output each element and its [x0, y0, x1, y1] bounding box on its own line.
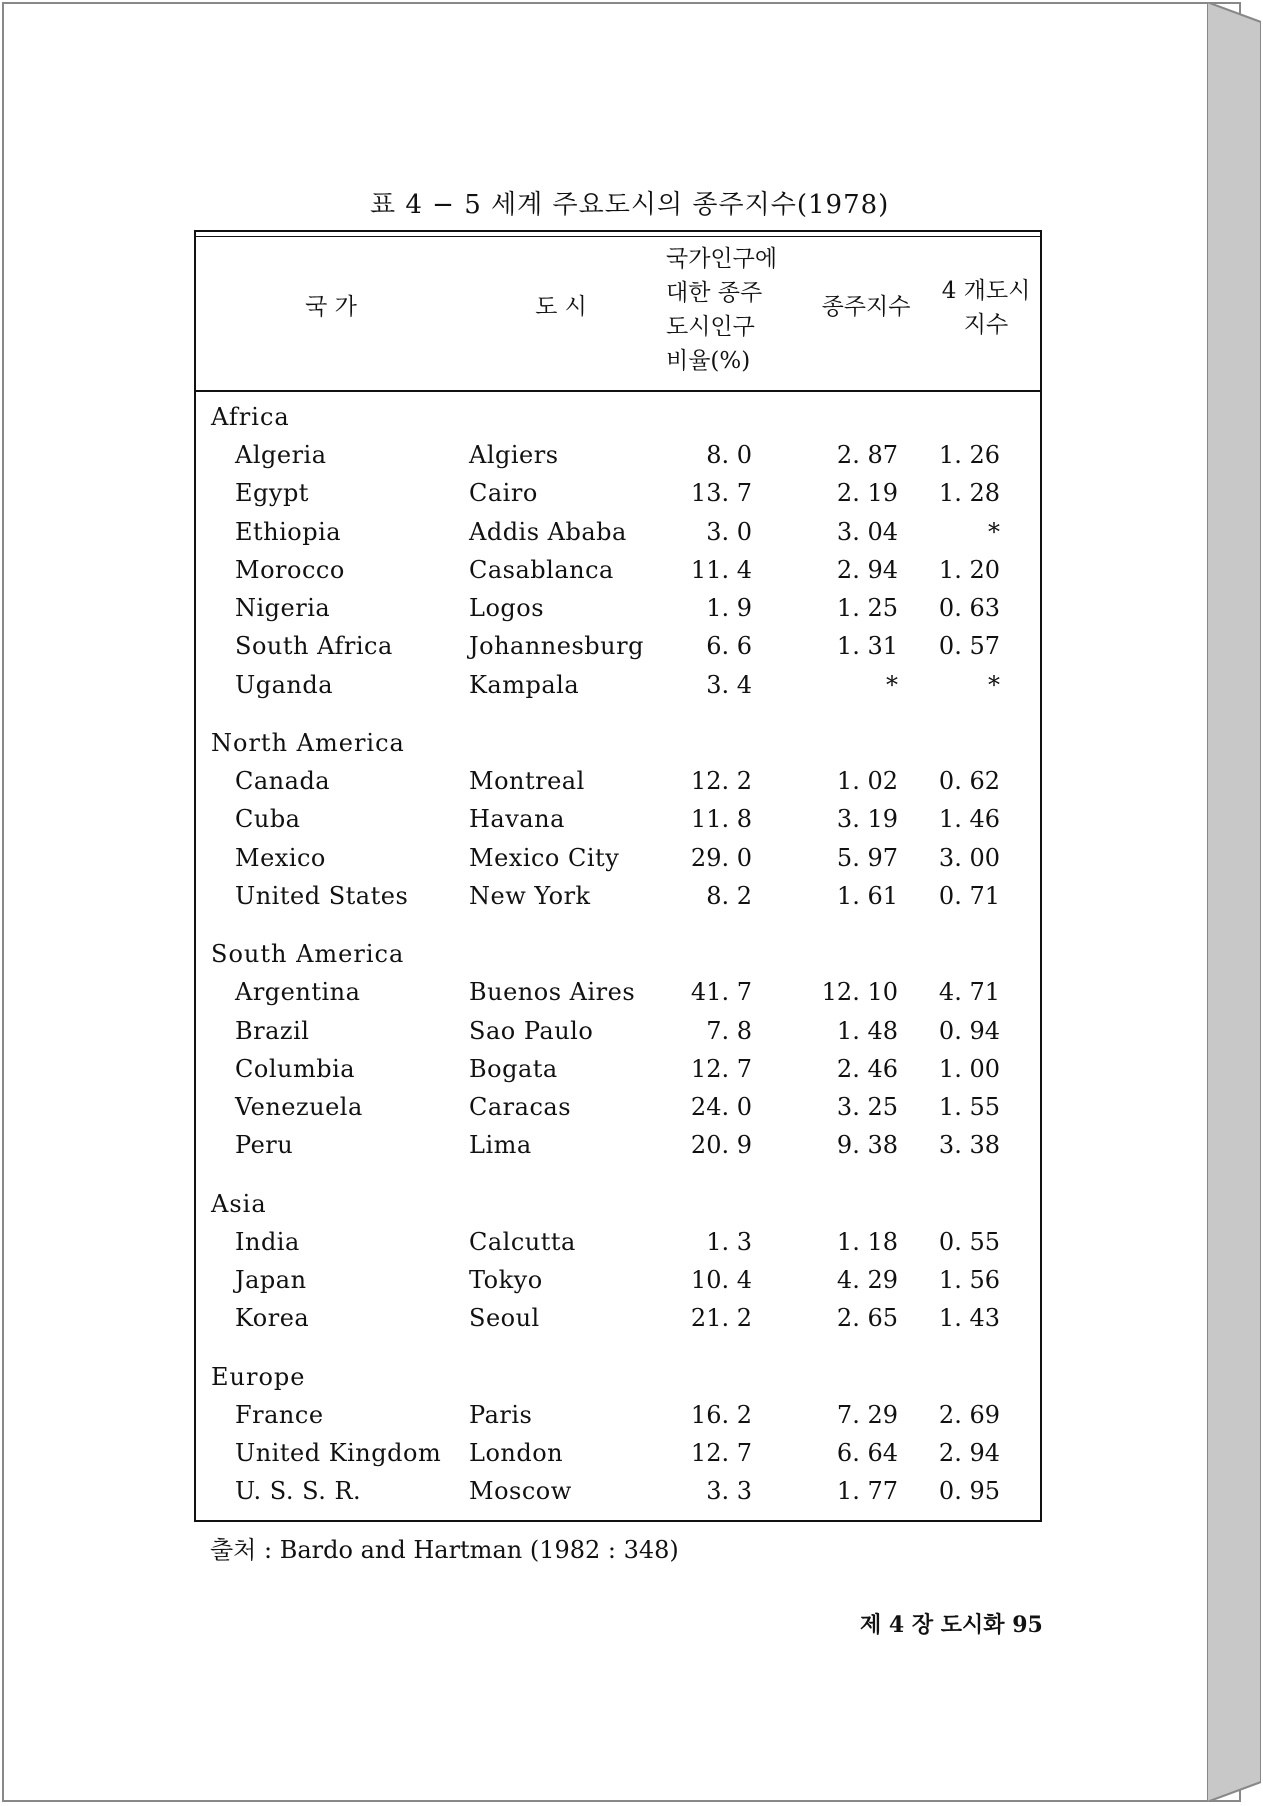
cell-city: Seoul: [469, 1304, 540, 1333]
cell-population-ratio: 12. 7: [690, 1054, 752, 1083]
cell-four-city-index: *: [988, 517, 1000, 546]
cell-primacy-index: 5. 97: [836, 843, 898, 872]
cell-city: Havana: [469, 805, 565, 834]
cell-population-ratio: 12. 2: [690, 767, 752, 796]
cell-country: Mexico: [235, 843, 326, 872]
cell-primacy-index: 2. 46: [836, 1054, 898, 1083]
cell-population-ratio: 29. 0: [690, 843, 752, 872]
page-stack-edge: [1207, 2, 1261, 1802]
cell-country: Egypt: [235, 479, 309, 508]
cell-four-city-index: 0. 55: [938, 1227, 1000, 1256]
cell-primacy-index: 1. 02: [836, 767, 898, 796]
cell-primacy-index: 7. 29: [836, 1400, 898, 1429]
cell-four-city-index: 2. 94: [938, 1438, 1000, 1467]
cell-city: Paris: [469, 1400, 533, 1429]
cell-primacy-index: 2. 65: [836, 1304, 898, 1333]
cell-primacy-index: 3. 04: [836, 517, 898, 546]
cell-primacy-index: 1. 48: [836, 1016, 898, 1045]
cell-population-ratio: 8. 2: [706, 881, 752, 910]
cell-city: Algiers: [469, 441, 559, 469]
cell-population-ratio: 12. 7: [690, 1438, 752, 1467]
cell-city: Logos: [469, 594, 545, 623]
cell-four-city-index: 0. 63: [938, 594, 1000, 623]
cell-city: Moscow: [469, 1477, 572, 1506]
cell-population-ratio: 21. 2: [690, 1304, 752, 1333]
cell-population-ratio: 41. 7: [690, 978, 752, 1007]
cell-four-city-index: 1. 43: [938, 1304, 1000, 1333]
cell-city: Buenos Aires: [469, 978, 636, 1007]
table-row: [196, 839, 1040, 877]
cell-four-city-index: 0. 71: [938, 881, 1000, 910]
table-row: [196, 1223, 1040, 1261]
cell-four-city-index: 1. 26: [938, 441, 1000, 469]
cell-four-city-index: 1. 00: [938, 1054, 1000, 1083]
table-row: [196, 513, 1040, 551]
cell-population-ratio: 1. 9: [706, 594, 752, 623]
table-row: [196, 627, 1040, 665]
cell-population-ratio: 3. 0: [706, 517, 752, 546]
cell-population-ratio: 11. 4: [690, 555, 752, 584]
cell-primacy-index: 1. 18: [836, 1227, 898, 1256]
cell-city: Sao Paulo: [469, 1016, 594, 1045]
cell-four-city-index: 0. 95: [938, 1477, 1000, 1506]
cell-city: New York: [469, 881, 591, 910]
cell-four-city-index: 1. 55: [938, 1093, 1000, 1122]
region-heading: South America: [211, 940, 405, 969]
cell-four-city-index: 4. 71: [938, 978, 1000, 1007]
cell-city: Mexico City: [469, 843, 620, 872]
table-row: [196, 1050, 1040, 1088]
page-footer: 제 4 장 도시화 95: [860, 1612, 1043, 1638]
table-row: [196, 551, 1040, 589]
header-primate-city-population-ratio: 국가인구에 대한 종주 도시인구 비율(%): [666, 246, 778, 374]
header-country: 국 가: [305, 294, 357, 320]
cell-four-city-index: 0. 57: [938, 632, 1000, 661]
table-row: [196, 1012, 1040, 1050]
cell-four-city-index: 1. 20: [938, 555, 1000, 584]
cell-population-ratio: 8. 0: [706, 441, 752, 469]
cell-primacy-index: 1. 61: [836, 881, 898, 910]
cell-primacy-index: *: [886, 670, 898, 699]
region-spacer: [196, 704, 1040, 724]
cell-country: Canada: [235, 767, 331, 796]
cell-country: Venezuela: [235, 1093, 363, 1122]
cell-city: Lima: [469, 1131, 532, 1160]
table-row: [196, 1126, 1040, 1164]
cell-population-ratio: 16. 2: [690, 1400, 752, 1429]
cell-four-city-index: *: [988, 670, 1000, 699]
table-row: [196, 1299, 1040, 1337]
cell-city: Kampala: [469, 670, 580, 699]
region-heading: Europe: [211, 1362, 306, 1391]
cell-primacy-index: 2. 87: [836, 441, 898, 469]
cell-country: Columbia: [235, 1054, 356, 1083]
table-row: [196, 973, 1040, 1011]
table-row: [196, 1472, 1040, 1510]
cell-city: Johannesburg: [469, 632, 644, 661]
cell-primacy-index: 1. 31: [836, 632, 898, 661]
table-row: [196, 1261, 1040, 1299]
table-row: [196, 666, 1040, 704]
cell-country: United States: [235, 881, 409, 910]
cell-primacy-index: 3. 19: [836, 805, 898, 834]
cell-country: Japan: [235, 1266, 307, 1295]
cell-country: Argentina: [235, 978, 361, 1007]
cell-city: Addis Ababa: [469, 517, 627, 546]
cell-city: Calcutta: [469, 1227, 576, 1256]
table-row: [196, 1396, 1040, 1434]
cell-country: Algeria: [235, 441, 327, 469]
cell-four-city-index: 1. 46: [938, 805, 1000, 834]
cell-country: South Africa: [235, 632, 393, 661]
table-row: [196, 1434, 1040, 1472]
cell-primacy-index: 1. 25: [836, 594, 898, 623]
cell-population-ratio: 3. 4: [706, 670, 752, 699]
cell-primacy-index: 3. 25: [836, 1093, 898, 1122]
cell-country: Ethiopia: [235, 517, 342, 546]
cell-four-city-index: 1. 28: [938, 479, 1000, 508]
cell-four-city-index: 0. 62: [938, 767, 1000, 796]
header-four-city-index: 4 개도시 지수: [941, 278, 1031, 338]
cell-city: Cairo: [469, 479, 538, 508]
cell-city: Tokyo: [469, 1266, 543, 1295]
cell-population-ratio: 3. 3: [706, 1477, 752, 1506]
cell-country: U. S. S. R.: [235, 1477, 362, 1506]
cell-four-city-index: 2. 69: [938, 1400, 1000, 1429]
cell-country: Morocco: [235, 555, 345, 584]
cell-city: Montreal: [469, 767, 585, 796]
cell-city: Bogata: [469, 1054, 558, 1083]
table-row: [196, 877, 1040, 915]
cell-primacy-index: 2. 19: [836, 479, 898, 508]
cell-population-ratio: 10. 4: [690, 1266, 752, 1295]
region-spacer: [196, 1338, 1040, 1358]
header-primacy-index: 종주지수: [821, 294, 911, 320]
cell-city: Caracas: [469, 1093, 572, 1122]
table-title: 표 4 − 5 세계 주요도시의 종주지수(1978): [370, 190, 890, 220]
cell-population-ratio: 20. 9: [690, 1131, 752, 1160]
table-body: [196, 398, 1040, 1511]
region-heading: Africa: [211, 403, 290, 431]
cell-country: Brazil: [235, 1016, 310, 1045]
cell-primacy-index: 2. 94: [836, 555, 898, 584]
cell-population-ratio: 1. 3: [706, 1227, 752, 1256]
table-row: [196, 589, 1040, 627]
table-row: [196, 474, 1040, 512]
table-row: [196, 800, 1040, 838]
cell-population-ratio: 6. 6: [706, 632, 752, 661]
cell-four-city-index: 3. 00: [938, 843, 1000, 872]
region-spacer: [196, 915, 1040, 935]
cell-primacy-index: 6. 64: [836, 1438, 898, 1467]
cell-population-ratio: 24. 0: [690, 1093, 752, 1122]
data-table: [194, 230, 1042, 1522]
cell-four-city-index: 1. 56: [938, 1266, 1000, 1295]
cell-country: Korea: [235, 1304, 310, 1333]
cell-country: France: [235, 1400, 324, 1429]
cell-primacy-index: 1. 77: [836, 1477, 898, 1506]
cell-four-city-index: 3. 38: [938, 1131, 1000, 1160]
cell-country: India: [235, 1227, 300, 1256]
cell-primacy-index: 9. 38: [836, 1131, 898, 1160]
table-header: [196, 230, 1040, 392]
cell-country: Cuba: [235, 805, 301, 834]
table-row: [196, 1088, 1040, 1126]
cell-primacy-index: 4. 29: [836, 1266, 898, 1295]
cell-country: Nigeria: [235, 594, 331, 623]
source-citation: 출처 : Bardo and Hartman (1982 : 348): [210, 1536, 679, 1564]
table-row: [196, 436, 1040, 474]
table-row: [196, 762, 1040, 800]
cell-population-ratio: 13. 7: [690, 479, 752, 508]
cell-city: London: [469, 1438, 564, 1467]
cell-country: United Kingdom: [235, 1438, 442, 1467]
header-city: 도 시: [535, 294, 587, 320]
region-heading: Asia: [211, 1189, 267, 1218]
cell-population-ratio: 7. 8: [706, 1016, 752, 1045]
cell-country: Uganda: [235, 670, 334, 699]
cell-population-ratio: 11. 8: [690, 805, 752, 834]
cell-primacy-index: 12. 10: [821, 978, 898, 1007]
cell-city: Casablanca: [469, 555, 614, 584]
region-heading: North America: [211, 729, 405, 758]
cell-country: Peru: [235, 1131, 294, 1160]
region-spacer: [196, 1165, 1040, 1185]
cell-four-city-index: 0. 94: [938, 1016, 1000, 1045]
